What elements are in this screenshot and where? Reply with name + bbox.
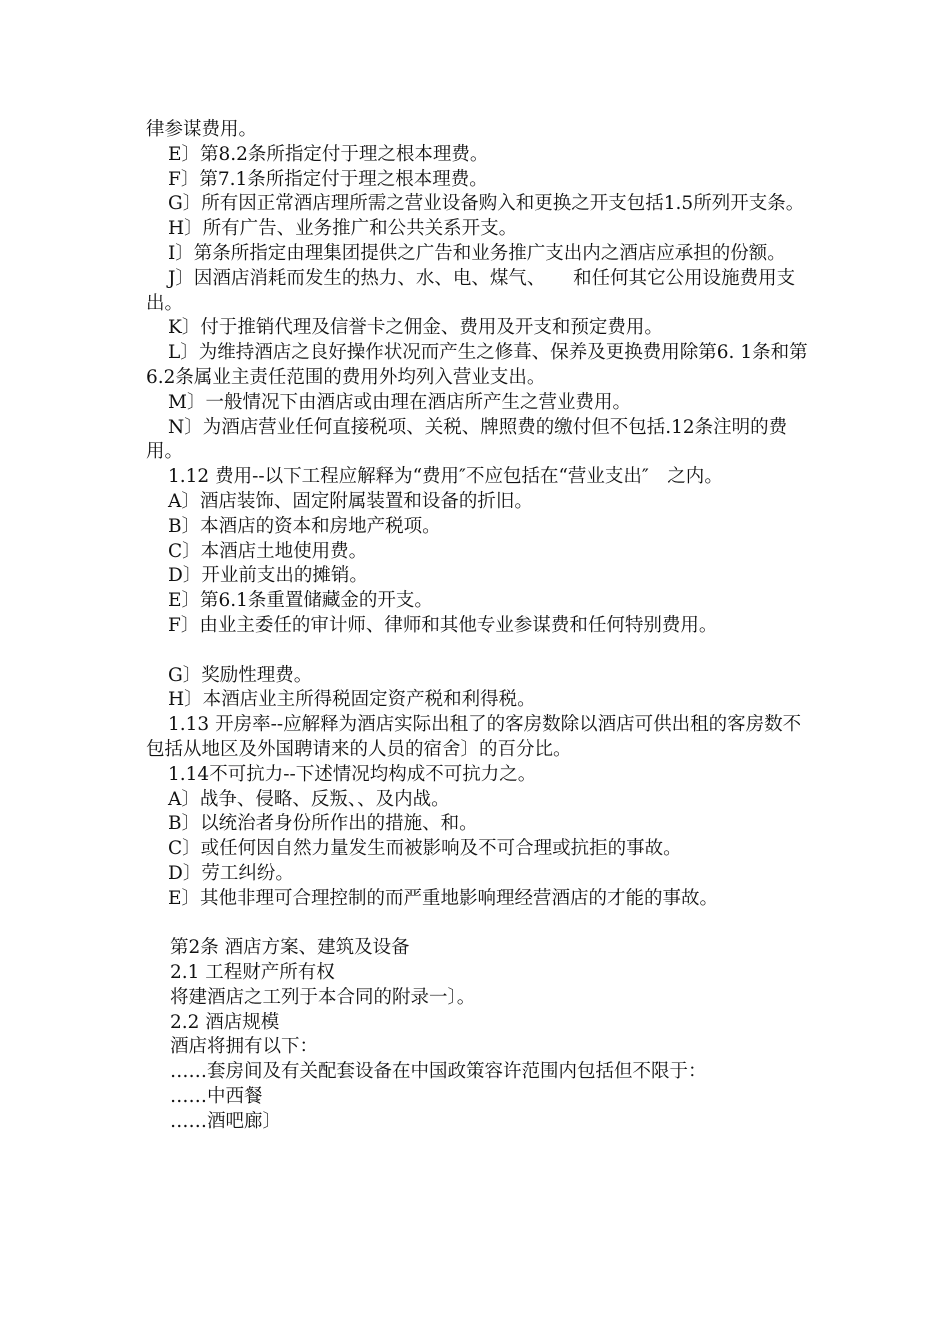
list-item-m: M〕一般情况下由酒店或由理在酒店所产生之营业费用。 — [168, 391, 631, 413]
section-1-12: 1.12 费用--以下工程应解释为“费用″不应包括在“营业支出″ 之内。 — [168, 466, 723, 488]
article-2-heading: 第2条 酒店方案、建筑及设备 — [170, 937, 410, 959]
blank-line — [146, 912, 810, 937]
list-item-e: E〕第6.1条重置储藏金的开支。 — [168, 590, 433, 612]
list-item-d: D〕劳工纠纷。 — [168, 862, 294, 884]
text-line: 酒店将拥有以下： — [170, 1036, 319, 1058]
list-item-k: K〕付于推销代理及信誉卡之佣金、费用及开支和预定费用。 — [168, 317, 663, 339]
list-item-b: B〕本酒店的资本和房地产税项。 — [168, 515, 441, 537]
list-item-g: G〕所有因正常酒店理所需之营业设备购入和更换之开支包括1.5所列开支条。 — [168, 193, 805, 215]
text-line: 将建酒店之工列于本合同的附录一〕。 — [170, 986, 476, 1008]
list-line: ……中西餐 — [170, 1086, 263, 1108]
list-item-g: G〕奖励性理费。 — [168, 664, 313, 686]
list-line: ……酒吧廊〕 — [170, 1110, 282, 1132]
section-2-2: 2.2 酒店规模 — [170, 1011, 280, 1033]
list-item-n: N〕为酒店营业任何直接税项、关税、牌照费的缴付但不包括.12条注明的费用。 — [146, 416, 788, 463]
list-item-f: F〕由业主委任的审计师、律师和其他专业参谋费和任何特别费用。 — [168, 614, 718, 636]
blank-line — [146, 639, 810, 664]
list-item-d: D〕开业前支出的摊销。 — [168, 565, 368, 587]
text-line: 律参谋费用。 — [146, 119, 258, 140]
list-line: ……套房间及有关配套设备在中国政策容许范围内包括但不限于： — [170, 1061, 707, 1083]
section-1-13: 1.13 开房率--应解释为酒店实际出租了的客房数除以酒店可供出租的客房数不包括从地区及外国聘请来的人员的宿舍〕的百分比。 — [146, 714, 802, 760]
list-item-h: H〕本酒店业主所得税固定资产税和利得税。 — [168, 689, 536, 711]
section-1-14: 1.14不可抗力--下述情况均构成不可抗力之。 — [168, 763, 537, 785]
list-item-f: F〕第7.1条所指定付于理之根本理费。 — [168, 168, 488, 190]
list-item-a: A〕战争、侵略、反叛、、及内战。 — [168, 788, 450, 810]
list-item-j: J〕因酒店消耗而发生的热力、水、电、煤气、 和任何其它公用设施费用支出。 — [146, 267, 796, 314]
list-item-c: C〕或任何因自然力量发生而被影响及不可合理或抗拒的事故。 — [168, 838, 682, 860]
section-2-1: 2.1 工程财产所有权 — [170, 962, 335, 984]
list-item-a: A〕酒店装饰、固定附属装置和设备的折旧。 — [168, 490, 533, 512]
list-item-i: I〕第条所指定由理集团提供之广告和业务推广支出内之酒店应承担的份额。 — [168, 242, 786, 264]
list-item-c: C〕本酒店土地使用费。 — [168, 540, 368, 562]
document-page — [146, 118, 810, 1135]
list-item-b: B〕以统治者身份所作出的措施、和。 — [168, 813, 478, 835]
list-item-l: L〕为维持酒店之良好操作状况而产生之修葺、保养及更换费用除第6. 1条和第6.2条属业主责任范围的费用外均列入营业支出。 — [146, 342, 808, 388]
list-item-h: H〕所有广告、业务推广和公共关系开支。 — [168, 218, 518, 240]
list-item-e: E〕第8.2条所指定付于理之根本理费。 — [168, 143, 489, 165]
list-item-e: E〕其他非理可合理控制的而严重地影响理经营酒店的才能的事故。 — [168, 887, 719, 909]
